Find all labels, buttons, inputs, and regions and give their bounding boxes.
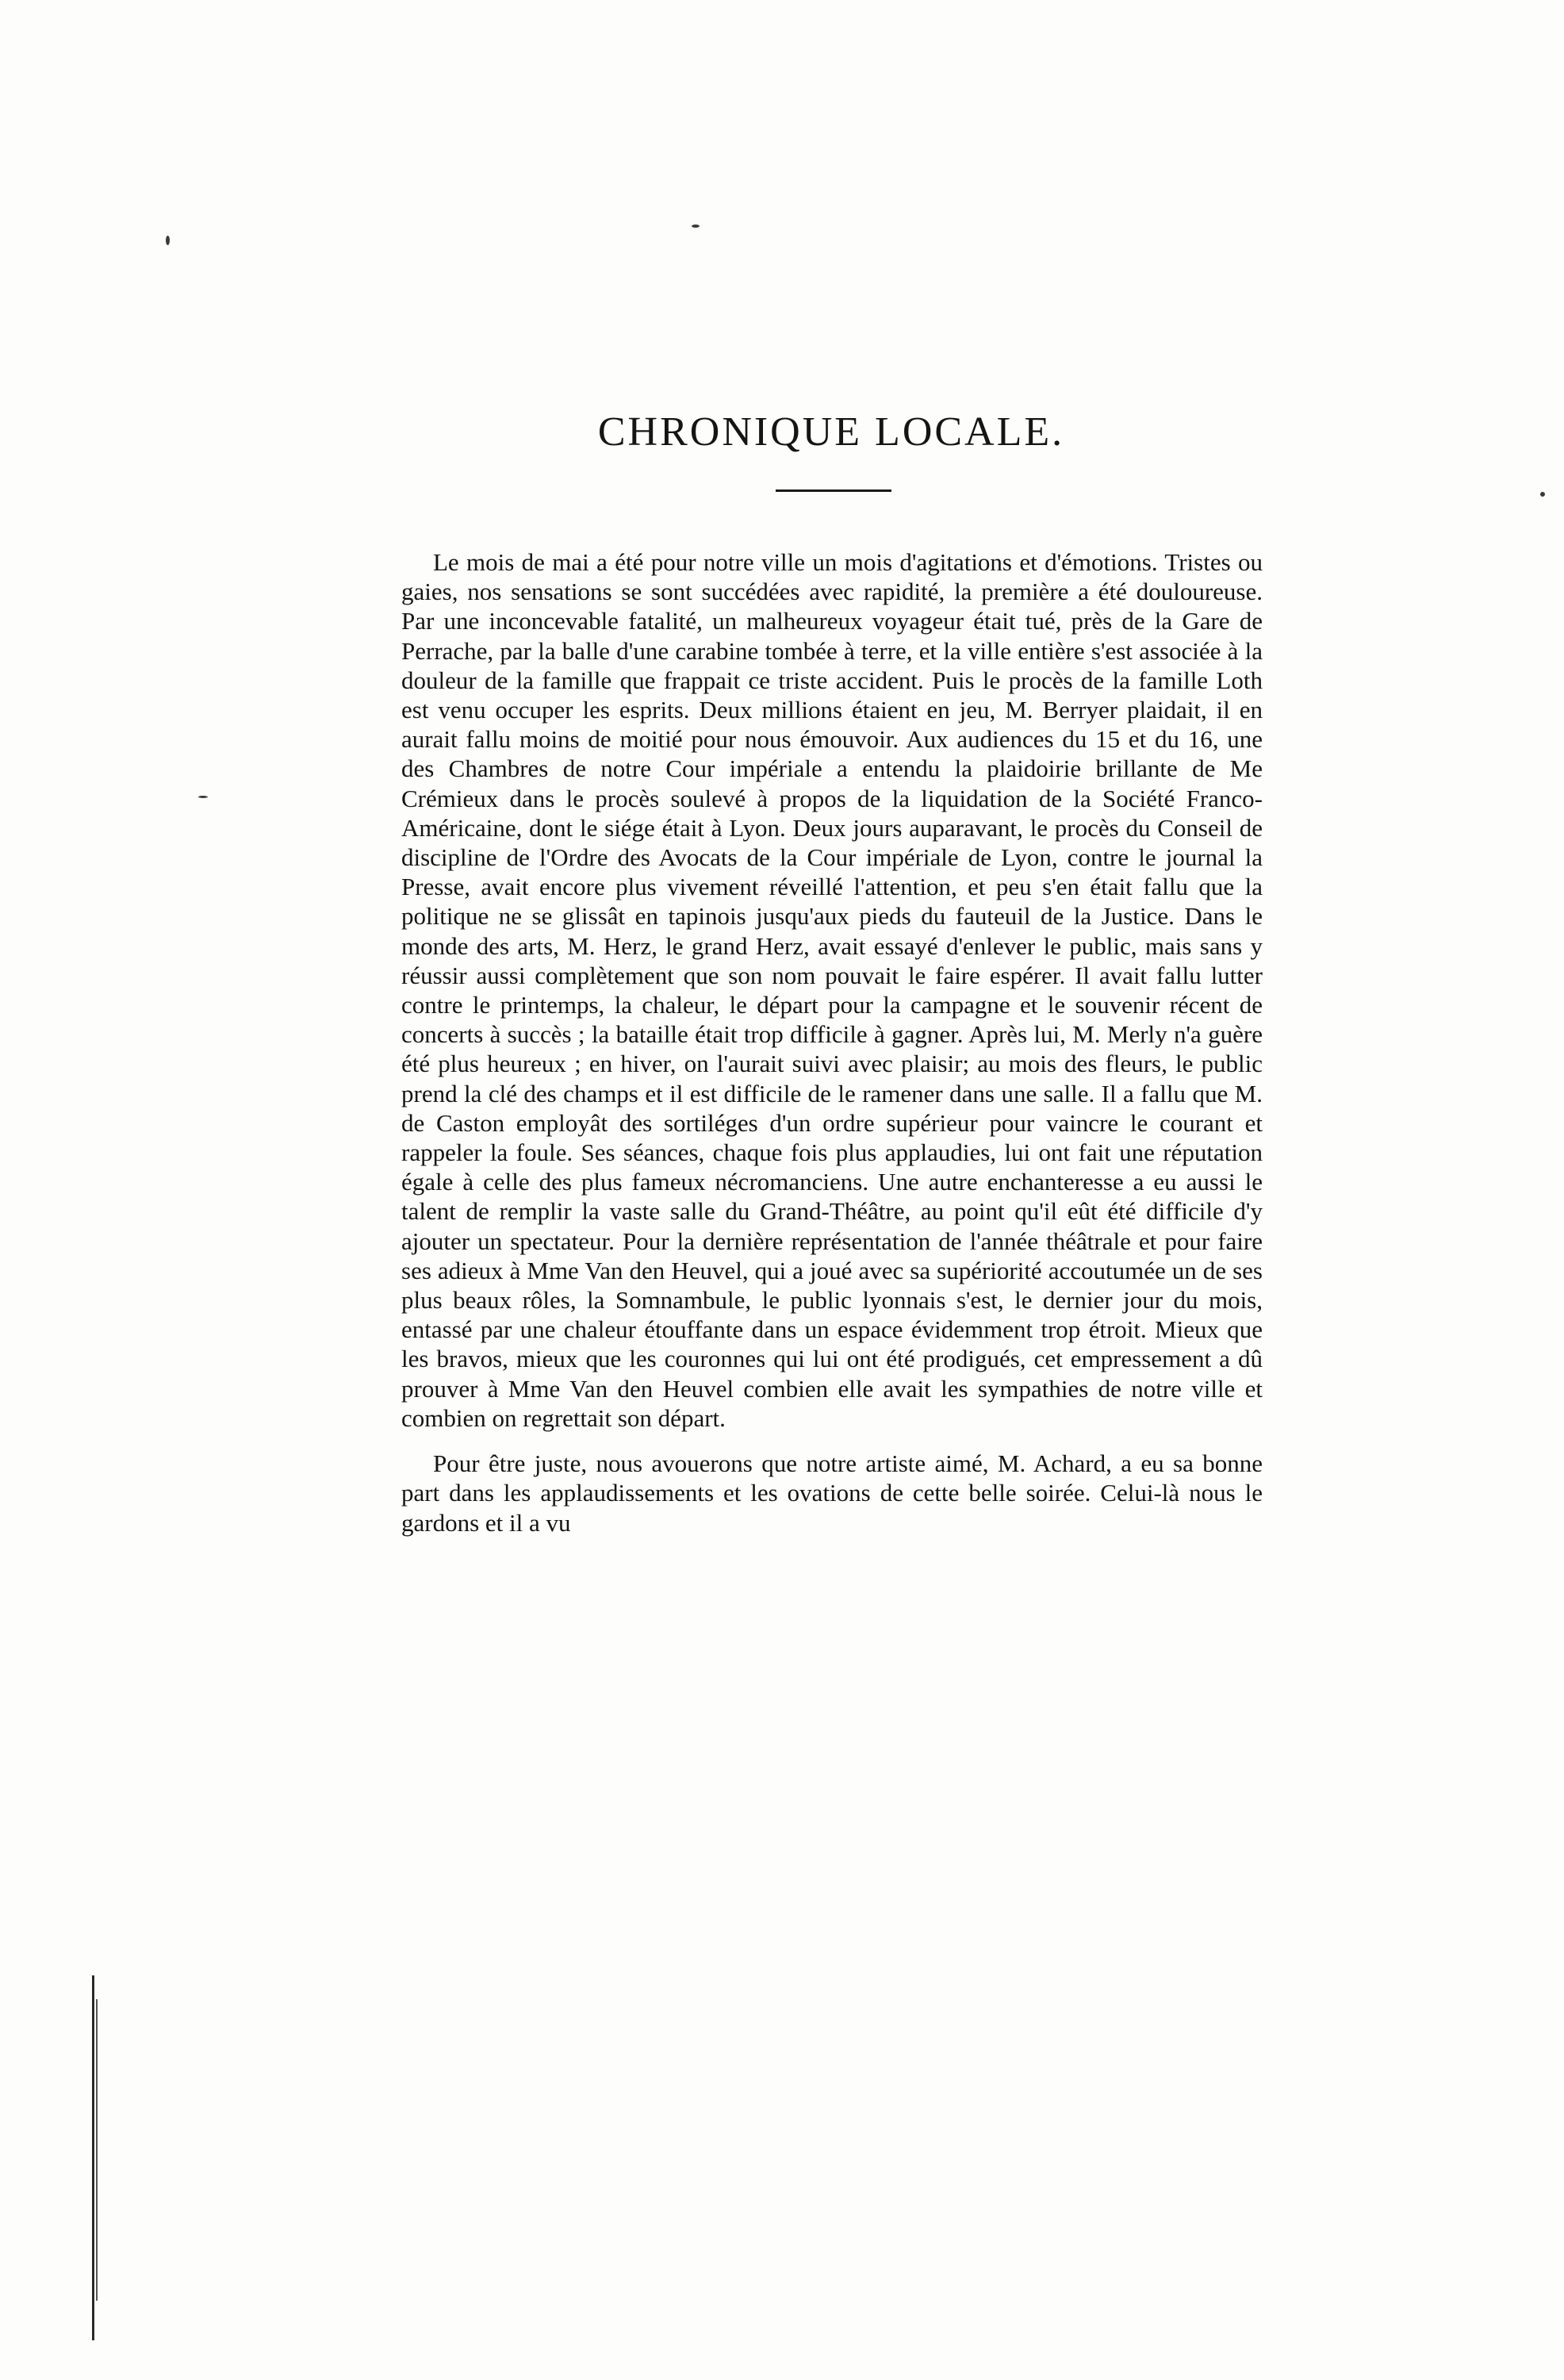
ink-speck [198, 796, 208, 798]
ink-speck [692, 225, 700, 228]
paragraph-2: Pour être juste, nous avouerons que notre artiste aimé, M. Achard, a eu sa bonne part dans les applaudissements et les ovations de cette belle soirée. Celui-là nous le gardons et il a vu [401, 1449, 1263, 1537]
page-title: CHRONIQUE LOCALE. [597, 409, 1065, 455]
binding-edge-inner [96, 1999, 98, 2301]
article-body [401, 547, 1263, 1553]
binding-edge [92, 1975, 94, 2340]
title-rule [776, 489, 891, 492]
ink-speck [166, 236, 170, 245]
ink-speck [1540, 492, 1545, 497]
paragraph-1: Le mois de mai a été pour notre ville un mois d'agitations et d'émotions. Tristes ou gaies, nos sensations se sont succédées avec rapidité, la première a été douloureuse. Par une inconcevable fatalité, un malheureux voyageur était tué, près de la Gare de Perrache, par la balle d'une carabine tombée à terre, et la ville entière s'est associée à la douleur de la famille que frappait ce triste accident. Puis le procès de la famille Loth est venu occuper les esprits. Deux millions étaient en jeu, M. Berryer plaidait, il en aurait fallu moins de moitié pour nous émouvoir. Aux audiences du 15 et du 16, une des Chambres de notre Cour impériale a entendu la plaidoirie brillante de Me Crémieux dans le procès soulevé à propos de la liquidation de la Société Franco-Américaine, dont le siége était à Lyon. Deux jours auparavant, le procès du Conseil de discipline de l'Ordre des Avocats de la Cour impériale de Lyon, contre le journal la Presse, avait encore plus vivement réveillé l'attention, et peu s'en était fallu que la politique ne se glissât en tapinois jusqu'aux pieds du fauteuil de la Justice. Dans le monde des arts, M. Herz, le grand Herz, avait essayé d'enlever le public, mais sans y réussir aussi complètement que son nom pouvait le faire espérer. Il avait fallu lutter contre le printemps, la chaleur, le départ pour la campagne et le souvenir récent de concerts à succès ; la bataille était trop difficile à gagner. Après lui, M. Merly n'a guère été plus heureux ; en hiver, on l'aurait suivi avec plaisir; au mois des fleurs, le public prend la clé des champs et il est difficile de le ramener dans une salle. Il a fallu que M. de Caston employât des sortiléges d'un ordre supérieur pour vaincre le courant et rappeler la foule. Ses séances, chaque fois plus applaudies, lui ont fait une réputation égale à celle des plus fameux nécromanciens. Une autre enchanteresse a eu aussi le talent de remplir la vaste salle du Grand-Théâtre, au point qu'il eût été difficile d'y ajouter un spectateur. Pour la dernière représentation de l'année théâtrale et pour faire ses adieux à Mme Van den Heuvel, qui a joué avec sa supériorité accoutumée un de ses plus beaux rôles, la Somnambule, le public lyonnais s'est, le dernier jour du mois, entassé par une chaleur étouffante dans un espace évidemment trop étroit. Mieux que les bravos, mieux que les couronnes qui lui ont été prodigués, cet empressement a dû prouver à Mme Van den Heuvel combien elle avait les sympathies de notre ville et combien on regrettait son départ. [401, 548, 1263, 1432]
